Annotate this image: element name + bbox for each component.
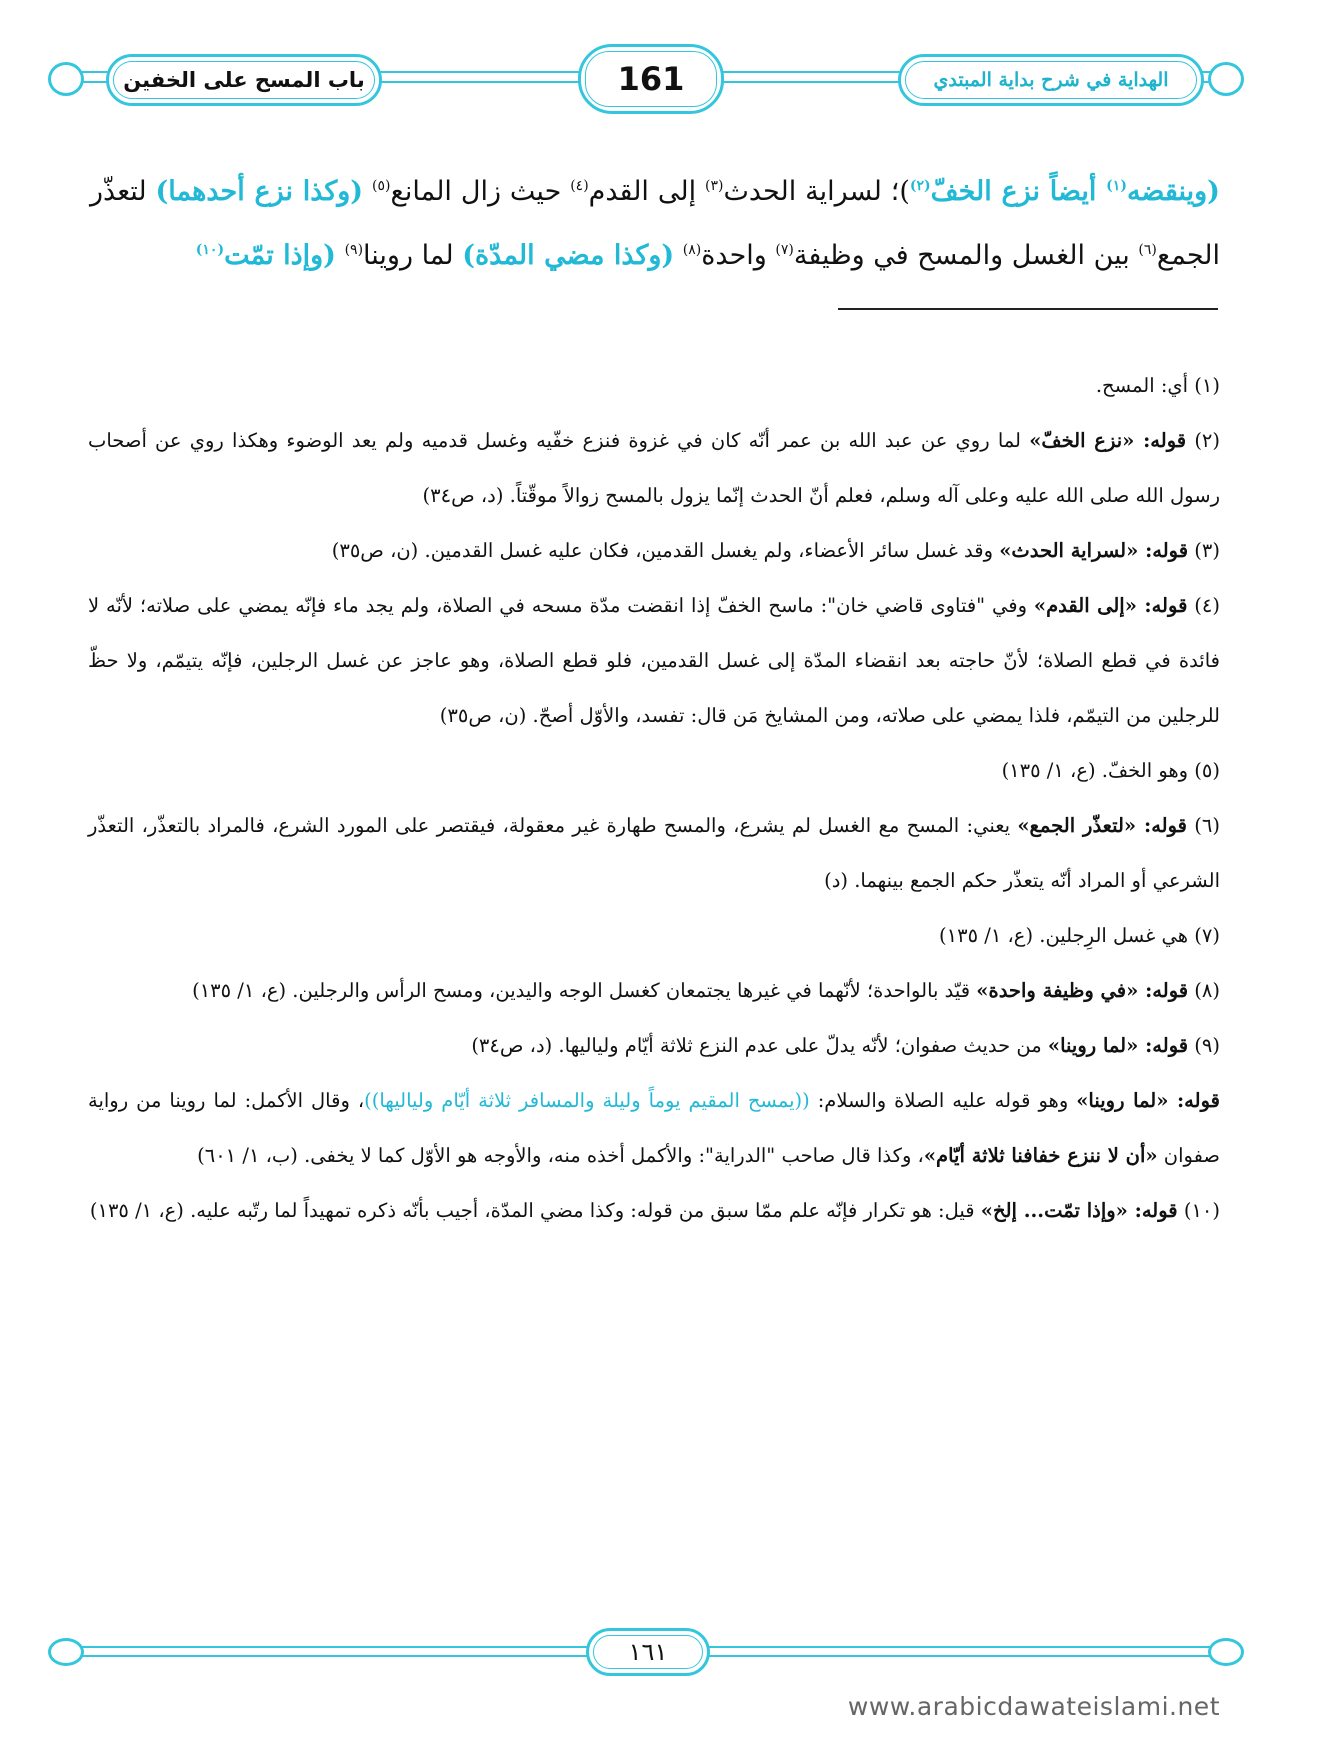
ornament-icon — [48, 1638, 84, 1666]
matn-segment: (وكذا نزع أحدهما) — [155, 176, 364, 207]
footnote-separator — [838, 308, 1218, 310]
footnote-7: (٧) هي غسل الرِجلين. (ع، ١/ ١٣٥) — [939, 924, 1220, 947]
footnote-8: (٨) قوله: «في وظيفة واحدة» قيّد بالواحدة؛ لأنّهما في غيرها يجتمعان كغسل الوجه واليدين، ومسح الرأس والرجلين. (ع، ١/ ١٣٥) — [192, 979, 1220, 1002]
ornament-icon — [1208, 1638, 1244, 1666]
footnote-3: (٣) قوله: «لسراية الحدث» وقد غسل سائر الأعضاء، ولم يغسل القدمين، فكان عليه غسل القدمين. (ن، ص٣٥) — [331, 539, 1220, 562]
ornament-icon — [1208, 62, 1244, 96]
sharh-segment: حيث زال المانع — [390, 176, 571, 207]
book-title: الهداية في شرح بداية المبتدي — [933, 69, 1169, 91]
ornament-icon — [48, 62, 84, 96]
footnote-2: (٢) قوله: «نزع الخفّ» لما روي عن عبد الله بن عمر أنّه كان في غزوة فنزع خفّيه وغسل قدميه ولم يعد الوضوء وهكذا روي عن أصحاب رسول الله صلى الله عليه وعلى آله وسلم، فعلم أنّ الحدث إنّما يزول بالمسح زوالاً موقّتاً. (د، ص٣٤) — [88, 429, 1221, 507]
sharh-segment: إلى القدم — [588, 176, 705, 207]
chapter-title: باب المسح على الخفين — [123, 68, 365, 92]
matn-segment: (وينقضه$^{(١)}$ أيضاً نزع الخفّ$^{(٢)}$ — [909, 176, 1220, 207]
footnote-10: (١٠) قوله: «وإذا تمّت... إلخ» قيل: هو تكرار فإنّه علم ممّا سبق من قوله: وكذا مضي المدّة، أجيب بأنّه ذكره تمهيداً لما رتّبه عليه. (ع، ١/ ١٣٥) — [89, 1199, 1220, 1222]
page-number: 161 — [617, 60, 685, 98]
page-footer — [48, 1626, 1244, 1676]
matn-segment: (وكذا مضي المدّة) — [462, 240, 675, 271]
sharh-segment: )؛ لسراية الحدث — [723, 176, 910, 207]
footnote-9-continued: قوله: «لما روينا» وهو قوله عليه الصلاة والسلام: ((يمسح المقيم يوماً وليلة والمسافر ثلاثة أيّام ولياليها))، وقال الأكمل: لما روينا من رواية صفوان «أن لا ننزع خفافنا ثلاثة أيّام»، وكذا قال صاحب "الدراية": والأكمل أخذه منه، والأوجه هو الأوّل كما لا يخفى. (ب، ١/ ٦٠١) — [88, 1089, 1220, 1167]
footnote-4: (٤) قوله: «إلى القدم» وفي "فتاوى قاضي خان": ماسح الخفّ إذا انقضت مدّة مسحه في الصلاة، ولم يجد ماء فإنّه يمضي على صلاته؛ لأنّه لا فائدة في قطع الصلاة؛ لأنّ حاجته بعد انقضاء المدّة إلى غسل القدمين، فلو قطع الصلاة، وهو عاجز عن غسل الرجلين، فإنّه يتيمّم، ولا حظّ للرجلين من التيمّم، فلذا يمضي على صلاته، ومن المشايخ مَن قال: تفسد، والأوّل أصحّ. (ن، ص٣٥) — [88, 594, 1220, 727]
footer-page-number: ١٦١ — [628, 1638, 668, 1666]
footnotes — [88, 358, 1220, 1238]
website-url: www.arabicdawateislami.net — [847, 1692, 1220, 1721]
footer-page-cartouche — [586, 1628, 710, 1676]
footnote-5: (٥) وهو الخفّ. (ع، ١/ ١٣٥) — [1001, 759, 1220, 782]
chapter-title-cartouche — [106, 54, 382, 106]
footnote-9: (٩) قوله: «لما روينا» من حديث صفوان؛ لأنّه يدلّ على عدم النزع ثلاثة أيّام ولياليها. (د، ص٣٤) — [471, 1034, 1220, 1057]
book-title-cartouche — [898, 54, 1204, 106]
footnote-1: (١) أي: المسح. — [1095, 374, 1220, 397]
sharh-segment: بين الغسل والمسح في وظيفة — [793, 240, 1139, 271]
page-number-cartouche — [578, 44, 724, 114]
page-header — [48, 38, 1244, 118]
matn-segment: (وإذا تمّت$^{(١٠)}$ — [195, 240, 336, 271]
sharh-segment: لتعذّر الجمع — [90, 176, 1220, 271]
sharh-segment: واحدة — [701, 240, 776, 271]
sharh-segment: لما روينا — [363, 240, 463, 271]
footnote-6: (٦) قوله: «لتعذّر الجمع» يعني: المسح مع الغسل لم يشرع، والمسح طهارة غير معقولة، فيقتصر على المورد الشرع، فالمراد بالتعذّر، التعذّر الشرعي أو المراد أنّه يتعذّر حكم الجمع بينهما. (د) — [88, 814, 1220, 892]
main-text: (وينقضه$^{(١)}$ أيضاً نزع الخفّ$^{(٢)}$)؛ لسراية الحدث$^{(٣)}$ إلى القدم$^{(٤)}$ حيث زال المانع$^{(٥)}$ (وكذا نزع أحدهما) لتعذّر الجمع$^{(٦)}$ بين الغسل والمسح في وظيفة$^{(٧)}$ واحدة$^{(٨)}$ (وكذا مضي المدّة) لما روينا$^{(٩)}$ (وإذا تمّت$^{(١٠)}$ — [90, 176, 1220, 271]
